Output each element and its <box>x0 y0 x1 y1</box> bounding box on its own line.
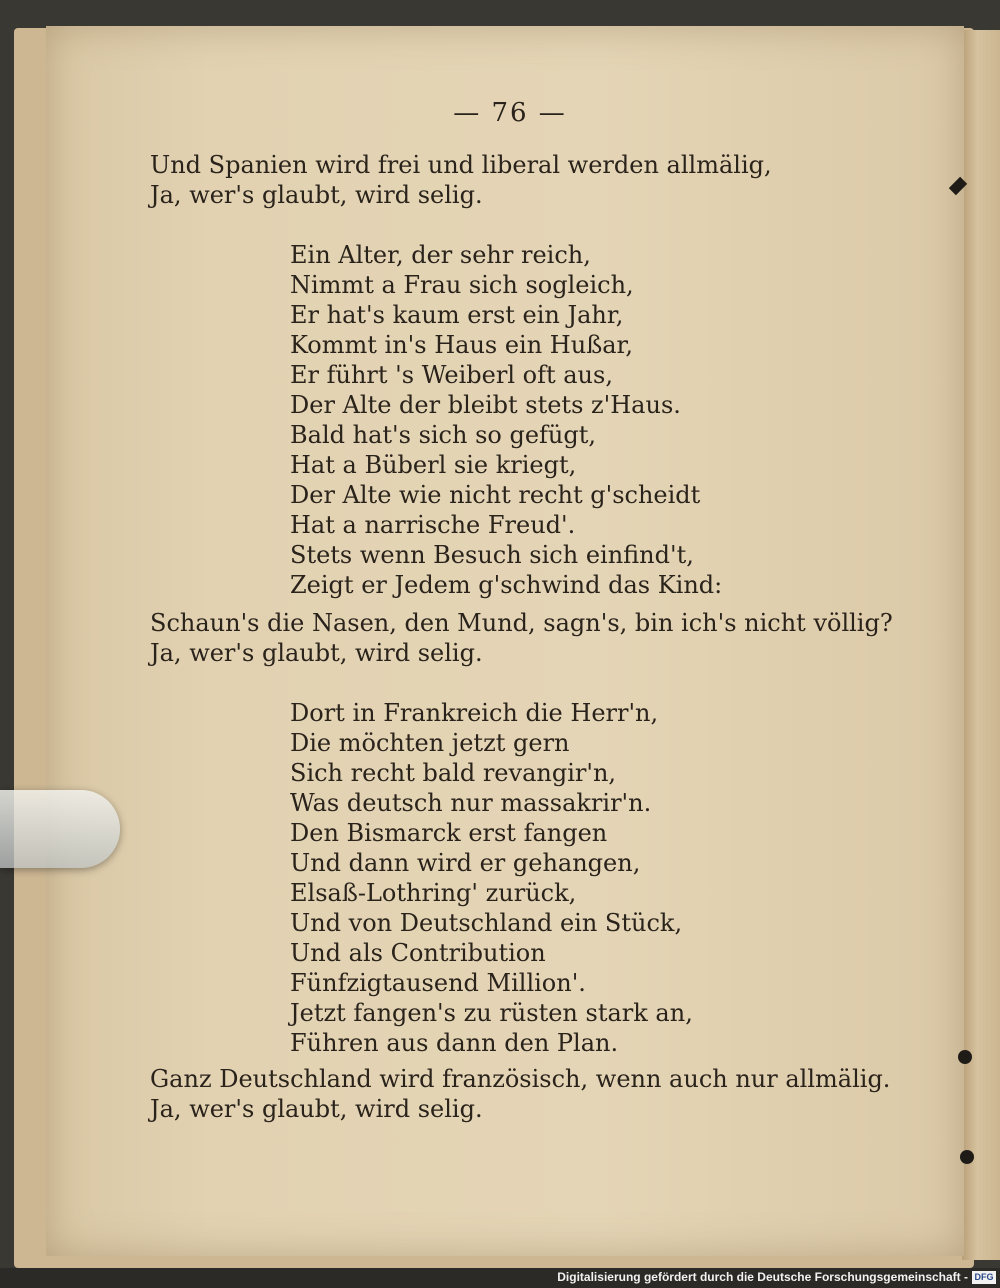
text-line: Kommt in's Haus ein Hußar, <box>290 331 633 359</box>
text-line: Er führt 's Weiberl oft aus, <box>290 361 613 389</box>
text-line: Und dann wird er gehangen, <box>290 849 641 877</box>
text-line: Der Alte der bleibt stets z'Haus. <box>290 391 681 419</box>
dfg-logo: DFG <box>972 1271 996 1284</box>
text-line: Sich recht bald revangir'n, <box>290 759 617 787</box>
text-line: Die möchten jetzt gern <box>290 729 570 757</box>
page-edge-mark <box>958 1050 972 1064</box>
text-line: Ja, wer's glaubt, wird selig. <box>150 181 483 209</box>
text-line: Hat a Büberl sie kriegt, <box>290 451 577 479</box>
stanza-2-refrain <box>150 608 893 668</box>
text-line: Stets wenn Besuch sich einfind't, <box>290 541 694 569</box>
text-line: Was deutsch nur massakrir'n. <box>290 789 652 817</box>
text-line: Führen aus dann den Plan. <box>290 1029 619 1057</box>
text-line: Den Bismarck erst fangen <box>290 819 608 847</box>
stanza-3-verse <box>290 698 693 1058</box>
page-edge-mark <box>960 1150 974 1164</box>
text-line: Er hat's kaum erst ein Jahr, <box>290 301 624 329</box>
next-page-edge <box>962 30 1000 1260</box>
text-line: Jetzt fangen's zu rüsten stark an, <box>290 999 693 1027</box>
text-line: Ein Alter, der sehr reich, <box>290 241 591 269</box>
text-line: Fünfzigtausend Million'. <box>290 969 586 997</box>
text-line: Und von Deutschland ein Stück, <box>290 909 683 937</box>
stanza-3-refrain <box>150 1064 890 1124</box>
stanza-2-verse <box>290 240 722 600</box>
text-line: Zeigt er Jedem g'schwind das Kind: <box>290 571 723 599</box>
footer-credit: Digitalisierung gefördert durch die Deutsche Forschungsgemeinschaft - <box>557 1270 968 1284</box>
text-line: Bald hat's sich so gefügt, <box>290 421 597 449</box>
text-line: Nimmt a Frau sich sogleich, <box>290 271 634 299</box>
page-number: — 76 — <box>453 98 567 128</box>
text-line: Elsaß-Lothring' zurück, <box>290 879 577 907</box>
text-line: Ja, wer's glaubt, wird selig. <box>150 639 483 667</box>
text-line: Ganz Deutschland wird französisch, wenn auch nur allmälig. <box>150 1065 891 1093</box>
text-line: Dort in Frankreich die Herr'n, <box>290 699 659 727</box>
text-line: Und Spanien wird frei und liberal werden allmälig, <box>150 151 772 179</box>
text-line: Und als Contribution <box>290 939 546 967</box>
text-line: Hat a narrische Freud'. <box>290 511 576 539</box>
text-line: Ja, wer's glaubt, wird selig. <box>150 1095 483 1123</box>
text-line: Der Alte wie nicht recht g'scheidt <box>290 481 701 509</box>
page-clip <box>0 790 120 868</box>
text-line: Schaun's die Nasen, den Mund, sagn's, bin ich's nicht völlig? <box>150 609 893 637</box>
stanza-1-refrain <box>150 150 772 210</box>
